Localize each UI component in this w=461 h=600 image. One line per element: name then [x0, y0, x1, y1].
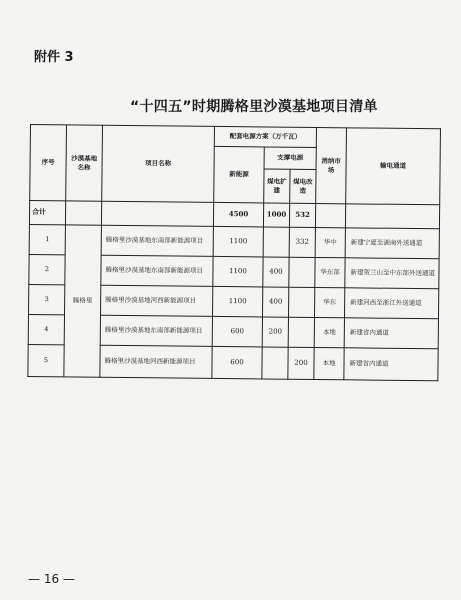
- row-coal-expansion: 400: [263, 257, 289, 287]
- row-new-energy: 1100: [213, 256, 263, 287]
- row-coal-expansion: 400: [262, 287, 288, 317]
- row-coal-expansion: [262, 347, 288, 379]
- header-supporting-plan: 配套电源方案（万千瓦）: [214, 126, 316, 147]
- row-market: 华东部: [315, 257, 345, 287]
- attachment-label: 附件 3: [34, 50, 74, 65]
- header-support-power: 支撑电源: [264, 147, 316, 170]
- row-market: 本地: [314, 347, 344, 379]
- header-consumption-market: 消纳市场: [316, 128, 347, 204]
- row-seq: 4: [28, 314, 64, 344]
- total-project-empty: [101, 201, 213, 226]
- row-new-energy: 1100: [212, 286, 262, 317]
- row-project: 腾格里沙漠基地东南部新能源项目: [101, 225, 213, 256]
- row-coal-retrofit: 200: [288, 347, 314, 379]
- row-project: 腾格里沙漠基地东南部新能源项目: [101, 255, 213, 286]
- row-new-energy: 1100: [213, 226, 263, 257]
- total-label: 合计: [29, 201, 65, 225]
- header-new-energy: 新能源: [214, 146, 265, 203]
- row-seq: 1: [29, 224, 65, 254]
- row-route: 新建省内通道: [344, 348, 438, 381]
- row-project: 腾格里沙漠基地河西新能源项目: [101, 285, 213, 316]
- header-base-name: 沙漠基地名称: [66, 125, 103, 201]
- total-route-empty: [345, 204, 439, 229]
- row-new-energy: 600: [212, 316, 262, 347]
- header-seq: 序号: [30, 125, 67, 201]
- row-coal-expansion: [263, 227, 289, 257]
- header-coal-expansion: 煤电扩建: [264, 169, 290, 203]
- row-route: 新建宁夏至湖南外送通道: [345, 228, 439, 259]
- header-project-name: 项目名称: [102, 125, 215, 202]
- row-coal-retrofit: 332: [289, 227, 315, 257]
- row-market: 本地: [314, 317, 344, 347]
- row-route: 新建省内通道: [344, 318, 438, 349]
- header-coal-retrofit: 煤电改造: [290, 169, 316, 203]
- row-seq: 5: [28, 344, 64, 376]
- project-table: [27, 124, 441, 381]
- row-coal-expansion: 200: [262, 317, 288, 347]
- row-coal-retrofit: [289, 257, 315, 287]
- total-market-empty: [315, 203, 345, 227]
- row-market: 华中: [315, 227, 345, 257]
- table-row: [29, 224, 439, 258]
- total-coal-retrofit: 532: [289, 203, 315, 227]
- page-number: — 16 —: [28, 572, 75, 586]
- total-base-empty: [65, 201, 101, 225]
- row-route: 新建河西至浙江外送通道: [344, 288, 438, 319]
- document-title: “十四五”时期腾格里沙漠基地项目清单: [130, 99, 378, 115]
- row-seq: 2: [29, 254, 65, 284]
- total-new-energy: 4500: [213, 202, 263, 227]
- row-new-energy: 600: [212, 346, 262, 379]
- row-project: 腾格里沙漠基地河西新能源项目: [100, 345, 212, 378]
- row-seq: 3: [29, 284, 65, 314]
- row-route: 新建贺兰山至中东部外送通道: [345, 258, 439, 289]
- base-name-cell: 腾格里: [64, 225, 102, 377]
- row-coal-retrofit: [288, 317, 314, 347]
- total-coal-expansion: 1000: [263, 203, 289, 227]
- row-coal-retrofit: [288, 287, 314, 317]
- row-project: 腾格里沙漠基地东南部新能源项目: [100, 315, 212, 346]
- header-transmission: 输电通道: [346, 128, 441, 205]
- row-market: 华东: [314, 287, 344, 317]
